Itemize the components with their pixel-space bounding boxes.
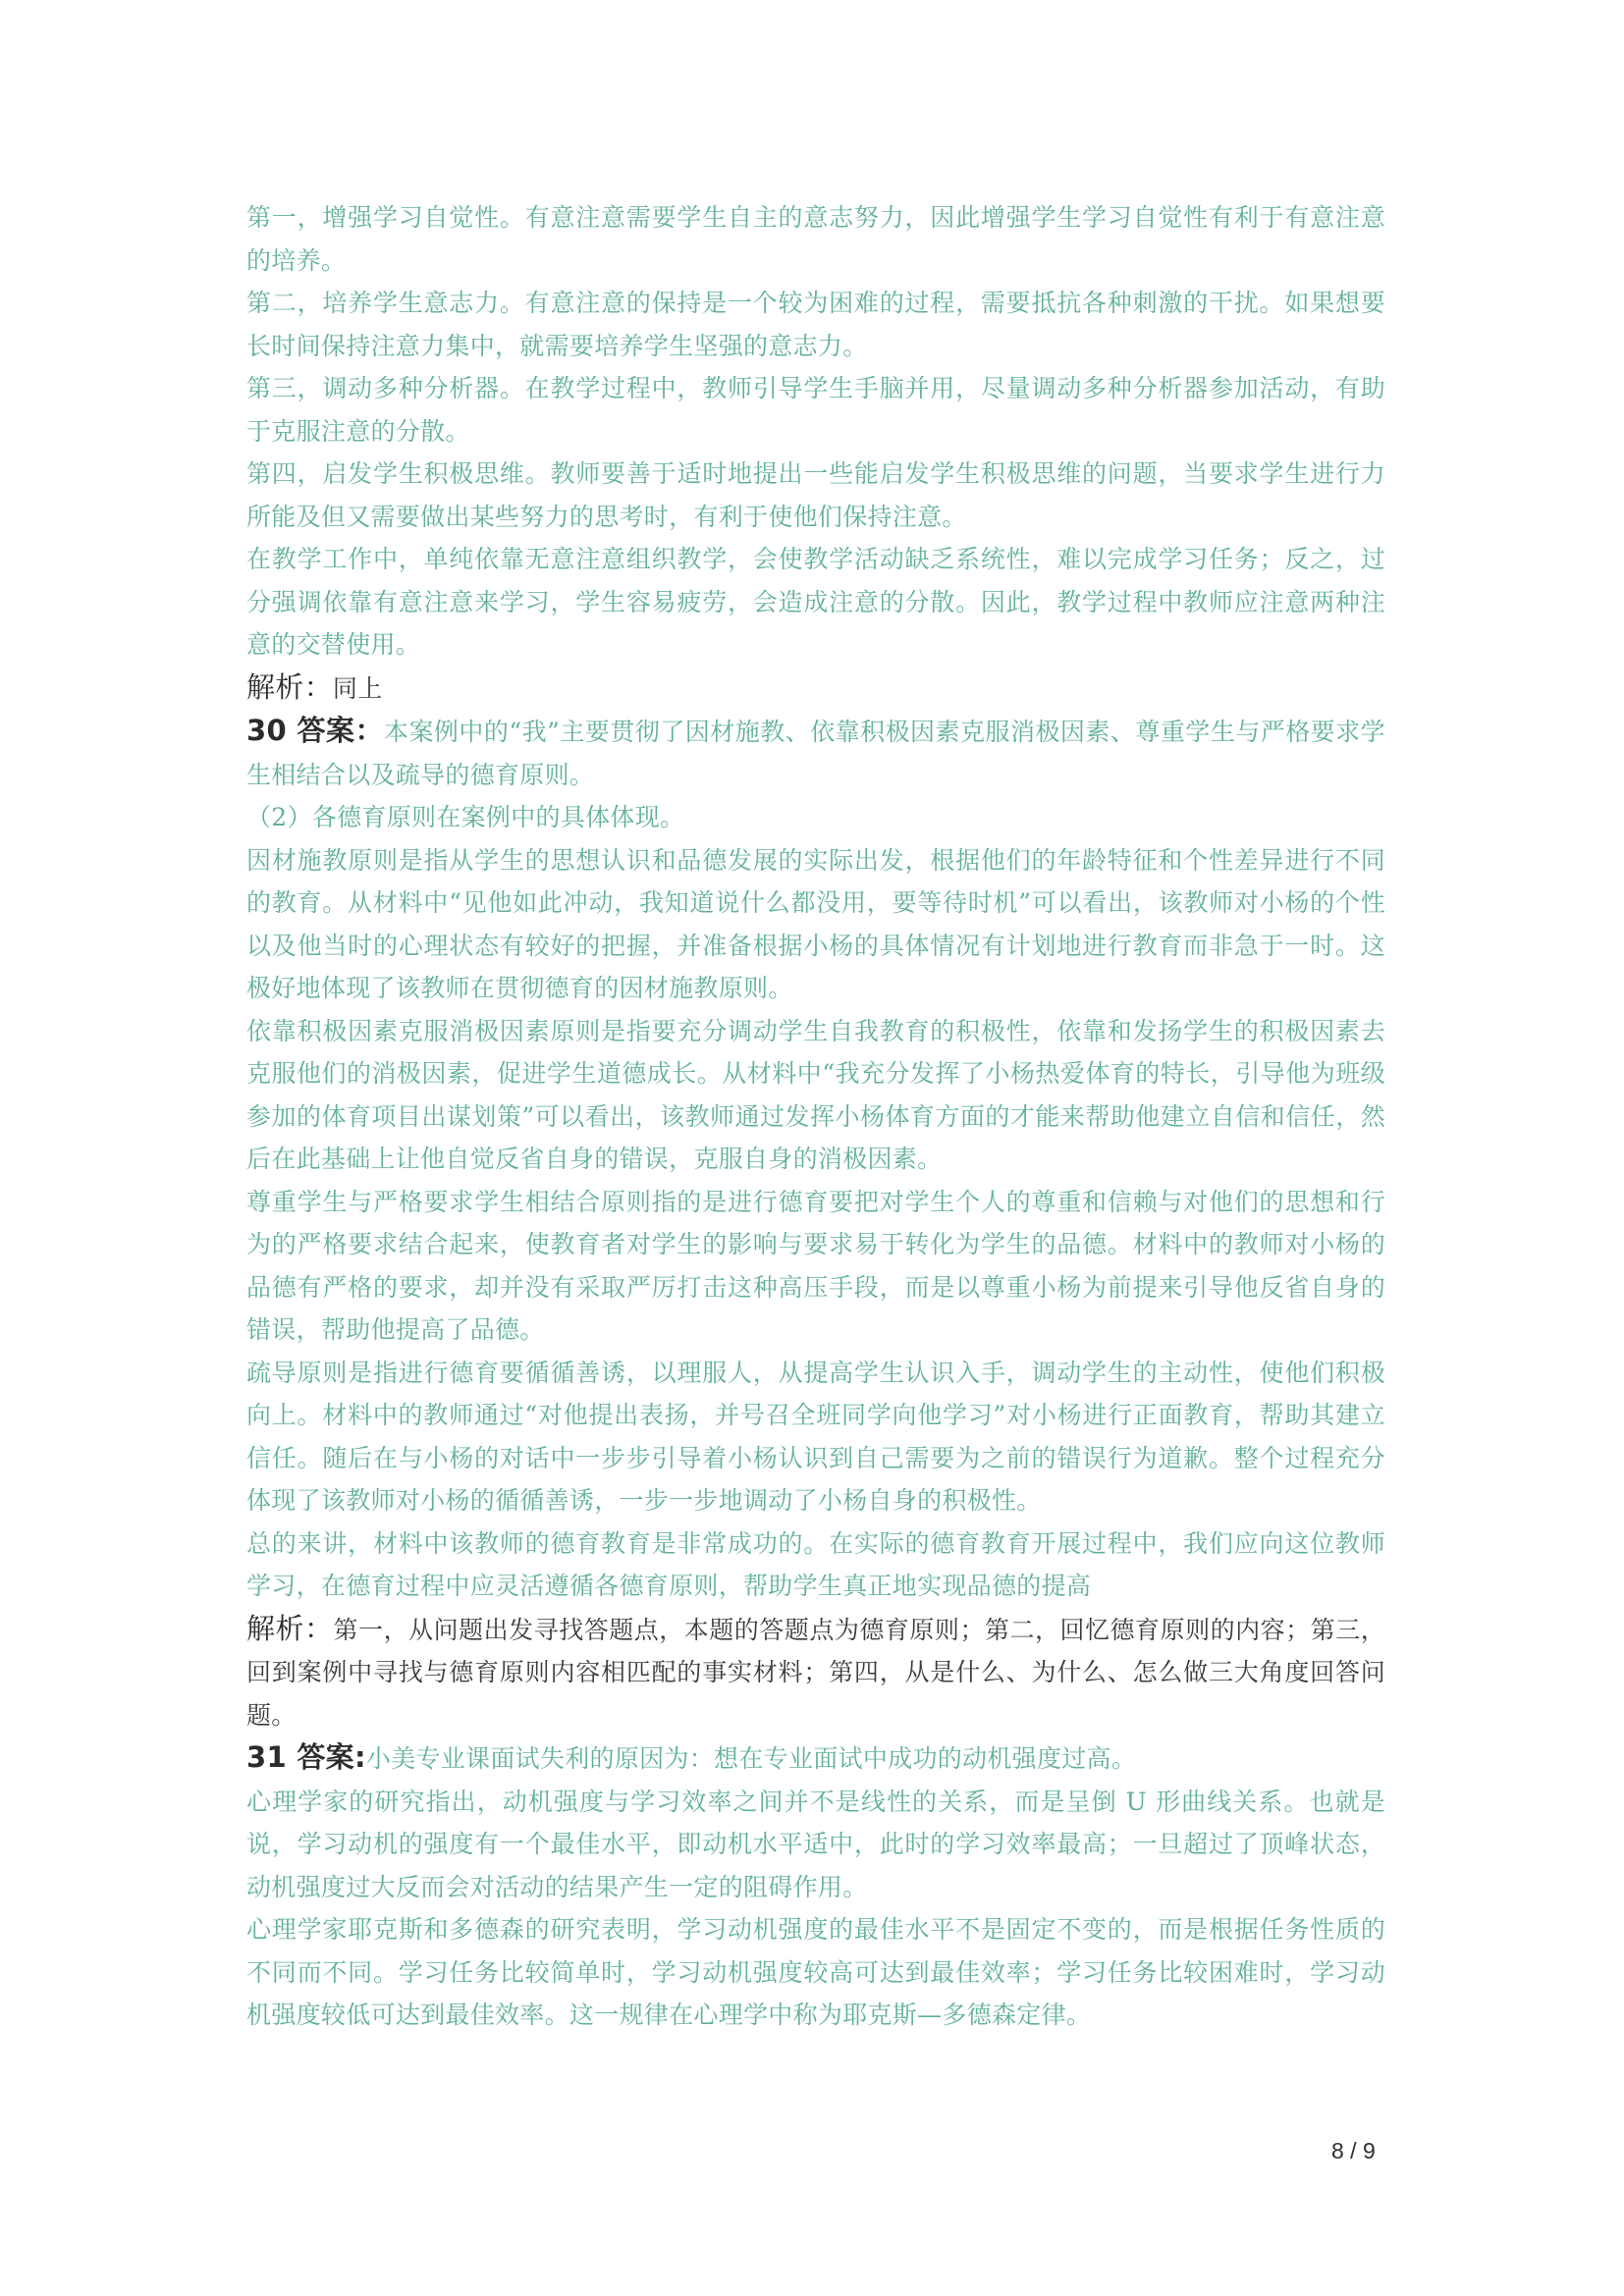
paragraph: 第四，启发学生积极思维。教师要善于适时地提出一些能启发学生积极思维的问题，当要求学生进行力所能及但又需要做出某些努力的思考时，有利于使他们保持注意。 [246,459,1385,531]
paragraph: 心理学家的研究指出，动机强度与学习效率之间并不是线性的关系，而是呈倒 U 形曲线关系。也就是说，学习动机的强度有一个最佳水平，即动机水平适中，此时的学习效率最高；一旦超过了顶峰状态，动机强度过大反而会对活动的结果产生一定的阻碍作用。 [246,1787,1385,1901]
answer-30 [246,710,1385,796]
paragraph: 第一，增强学习自觉性。有意注意需要学生自主的意志努力，因此增强学生学习自觉性有利于有意注意的培养。 [246,203,1385,275]
answer-label: 31 答案: [246,1740,366,1774]
analysis-text: 第一，从问题出发寻找答题点，本题的答题点为德育原则；第二，回忆德育原则的内容；第三，回到案例中寻找与德育原则内容相匹配的事实材料；第四，从是什么、为什么、怎么做三大角度回答问题。 [246,1615,1385,1730]
analysis-label: 解析： [246,1611,334,1645]
paragraph: 因材施教原则是指从学生的思想认识和品德发展的实际出发，根据他们的年龄特征和个性差异进行不同的教育。从材料中“见他如此冲动，我知道说什么都没用，要等待时机”可以看出，该教师对小杨的个性以及他当时的心理状态有较好的把握，并准备根据小杨的具体情况有计划地进行教育而非急于一时。这极好地体现了该教师在贯彻德育的因材施教原则。 [246,845,1385,1002]
document-body [246,196,1385,2037]
paragraph: 第二，培养学生意志力。有意注意的保持是一个较为困难的过程，需要抵抗各种刺激的干扰。如果想要长时间保持注意力集中，就需要培养学生坚强的意志力。 [246,289,1385,360]
page-number: 8 / 9 [1331,2138,1376,2163]
answer-label: 30 答案： [246,714,384,747]
analysis-label: 解析： [246,669,333,704]
paragraph: 心理学家耶克斯和多德森的研究表明，学习动机强度的最佳水平不是固定不变的，而是根据任务性质的不同而不同。学习任务比较简单时，学习动机强度较高可达到最佳效率；学习任务比较困难时，学习动机强度较低可达到最佳效率。这一规律在心理学中称为耶克斯—多德森定律。 [246,1915,1385,2029]
paragraph: 总的来讲，材料中该教师的德育教育是非常成功的。在实际的德育教育开展过程中，我们应向这位教师学习，在德育过程中应灵活遵循各德育原则，帮助学生真正地实现品德的提高 [246,1528,1385,1600]
answer-intro: 小美专业课面试失利的原因为：想在专业面试中成功的动机强度过高。 [365,1744,1137,1773]
answer-31 [246,1736,1385,1781]
paragraph: 依靠积极因素克服消极因素原则是指要充分调动学生自我教育的积极性，依靠和发扬学生的积极因素去克服他们的消极因素，促进学生道德成长。从材料中“我充分发挥了小杨热爱体育的特长，引导他为班级参加的体育项目出谋划策”可以看出，该教师通过发挥小杨体育方面的才能来帮助他建立自信和信任，然后在此基础上让他自觉反省自身的错误，克服自身的消极因素。 [246,1016,1385,1173]
paragraph: 尊重学生与严格要求学生相结合原则指的是进行德育要把对学生个人的尊重和信赖与对他们的思想和行为的严格要求结合起来，使教育者对学生的影响与要求易于转化为学生的品德。材料中的教师对小杨的品德有严格的要求，却并没有采取严厉打击这种高压手段，而是以尊重小杨为前提来引导他反省自身的错误，帮助他提高了品德。 [246,1187,1385,1344]
analysis-29 [246,667,1385,711]
paragraph: 在教学工作中，单纯依靠无意注意组织教学，会使教学活动缺乏系统性，难以完成学习任务；反之，过分强调依靠有意注意来学习，学生容易疲劳，会造成注意的分散。因此，教学过程中教师应注意两种注意的交替使用。 [246,545,1385,659]
paragraph: 疏导原则是指进行德育要循循善诱，以理服人，从提高学生认识入手，调动学生的主动性，使他们积极向上。材料中的教师通过“对他提出表扬，并号召全班同学向他学习”对小杨进行正面教育，帮助其建立信任。随后在与小杨的对话中一步步引导着小杨认识到自己需要为之前的错误行为道歉。整个过程充分体现了该教师对小杨的循循善诱，一步一步地调动了小杨自身的积极性。 [246,1358,1385,1515]
analysis-text: 同上 [332,673,383,703]
paragraph: （2）各德育原则在案例中的具体体现。 [246,803,685,831]
paragraph: 第三，调动多种分析器。在教学过程中，教师引导学生手脑并用，尽量调动多种分析器参加活动，有助于克服注意的分散。 [246,374,1385,446]
answer-intro: 本案例中的“我”主要贯彻了因材施教、依靠积极因素克服消极因素、尊重学生与严格要求学生相结合以及疏导的德育原则。 [246,718,1385,789]
analysis-30 [246,1608,1385,1737]
